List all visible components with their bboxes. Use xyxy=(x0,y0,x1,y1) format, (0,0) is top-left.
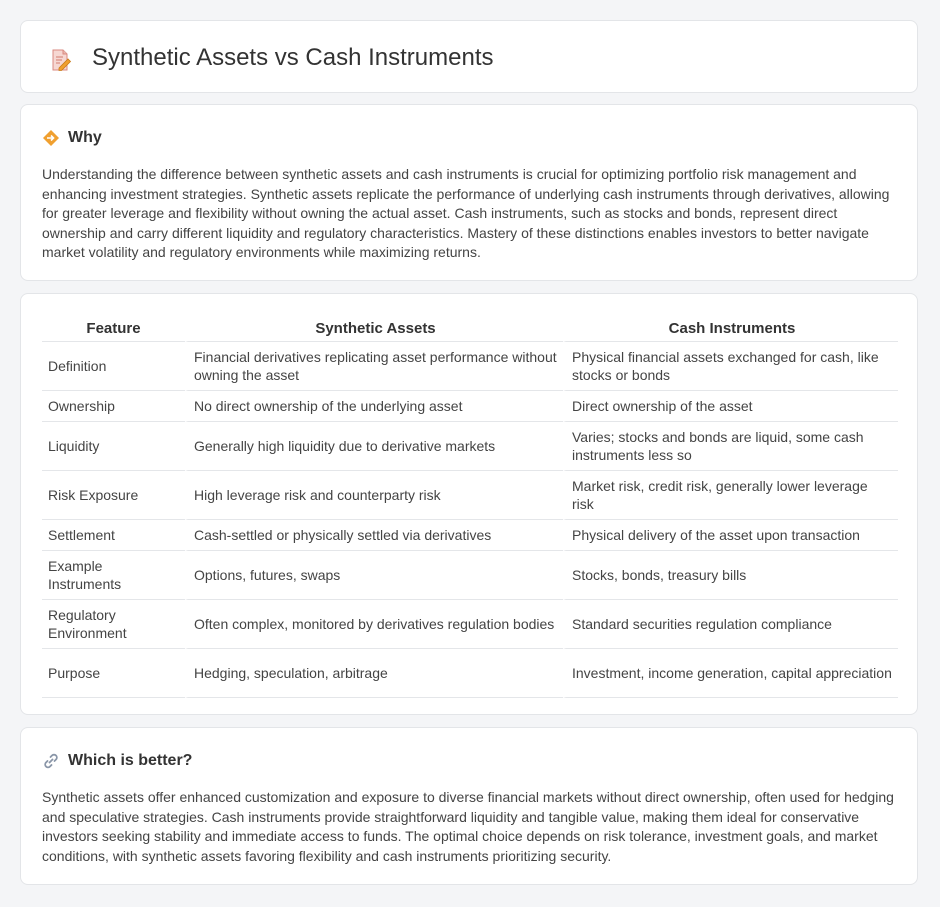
row-feature: Risk Exposure xyxy=(42,471,185,520)
row-feature: Example Instruments xyxy=(42,551,185,600)
row-synthetic: Options, futures, swaps xyxy=(185,551,563,600)
row-synthetic: Hedging, speculation, arbitrage xyxy=(185,649,563,698)
row-synthetic: Often complex, monitored by derivatives regulation bodies xyxy=(185,600,563,649)
document-pencil-icon xyxy=(48,48,72,72)
why-text: Understanding the difference between synthetic assets and cash instruments is crucial for optimizing portfolio risk management and enhancing investment strategies. Synthetic assets replicate the performance of underlying cash instruments through derivatives, allowing for greater leverage and flexibility without owning the actual asset. Cash instruments, such as stocks and bonds, represent direct ownership and carry different liquidity and regulatory characteristics. Mastery of these distinctions enables investors to better navigate market volatility and regulatory environments while maximizing returns. xyxy=(42,166,890,260)
title-card xyxy=(20,20,918,93)
row-feature: Ownership xyxy=(42,391,185,422)
table-row xyxy=(42,391,898,422)
table-row xyxy=(42,600,898,649)
row-synthetic: Cash-settled or physically settled via derivatives xyxy=(185,520,563,551)
table-row xyxy=(42,422,898,471)
which-is-better-heading: Which is better? xyxy=(68,752,193,769)
row-cash: Physical financial assets exchanged for cash, like stocks or bonds xyxy=(563,342,898,391)
table-row xyxy=(42,520,898,551)
link-icon xyxy=(42,752,60,770)
comparison-table-card xyxy=(20,293,918,715)
row-synthetic: High leverage risk and counterparty risk xyxy=(185,471,563,520)
header-synthetic-assets: Synthetic Assets xyxy=(185,315,563,342)
which-is-better-text: Synthetic assets offer enhanced customization and exposure to diverse financial markets without direct ownership, often used for hedging and speculative strategies. Cash instruments provide straightforward liquidity and tangible value, making them ideal for conservative investors seeking stability and immediate access to funds. The optimal choice depends on risk tolerance, investment goals, and market conditions, with synthetic assets favoring flexibility and cash instruments prioritizing security. xyxy=(42,789,894,864)
table-row xyxy=(42,551,898,600)
row-cash: Investment, income generation, capital appreciation xyxy=(563,649,898,698)
why-heading: Why xyxy=(68,129,102,146)
row-feature: Purpose xyxy=(42,649,185,698)
why-section xyxy=(20,104,918,281)
comparison-table xyxy=(42,315,898,698)
row-synthetic: Financial derivatives replicating asset performance without owning the asset xyxy=(185,342,563,391)
row-cash: Standard securities regulation compliance xyxy=(563,600,898,649)
row-synthetic: No direct ownership of the underlying asset xyxy=(185,391,563,422)
row-cash: Direct ownership of the asset xyxy=(563,391,898,422)
diamond-arrow-icon xyxy=(42,129,60,147)
table-row xyxy=(42,471,898,520)
page-title: Synthetic Assets vs Cash Instruments xyxy=(92,44,494,71)
row-feature: Definition xyxy=(42,342,185,391)
row-feature: Settlement xyxy=(42,520,185,551)
row-feature: Liquidity xyxy=(42,422,185,471)
which-is-better-section xyxy=(20,727,918,885)
row-cash: Stocks, bonds, treasury bills xyxy=(563,551,898,600)
row-cash: Varies; stocks and bonds are liquid, some cash instruments less so xyxy=(563,422,898,471)
table-header-row xyxy=(42,315,898,342)
row-feature: Regulatory Environment xyxy=(42,600,185,649)
table-row xyxy=(42,342,898,391)
table-row xyxy=(42,649,898,698)
header-cash-instruments: Cash Instruments xyxy=(563,315,898,342)
row-cash: Physical delivery of the asset upon transaction xyxy=(563,520,898,551)
row-synthetic: Generally high liquidity due to derivative markets xyxy=(185,422,563,471)
row-cash: Market risk, credit risk, generally lower leverage risk xyxy=(563,471,898,520)
header-feature: Feature xyxy=(42,315,185,342)
